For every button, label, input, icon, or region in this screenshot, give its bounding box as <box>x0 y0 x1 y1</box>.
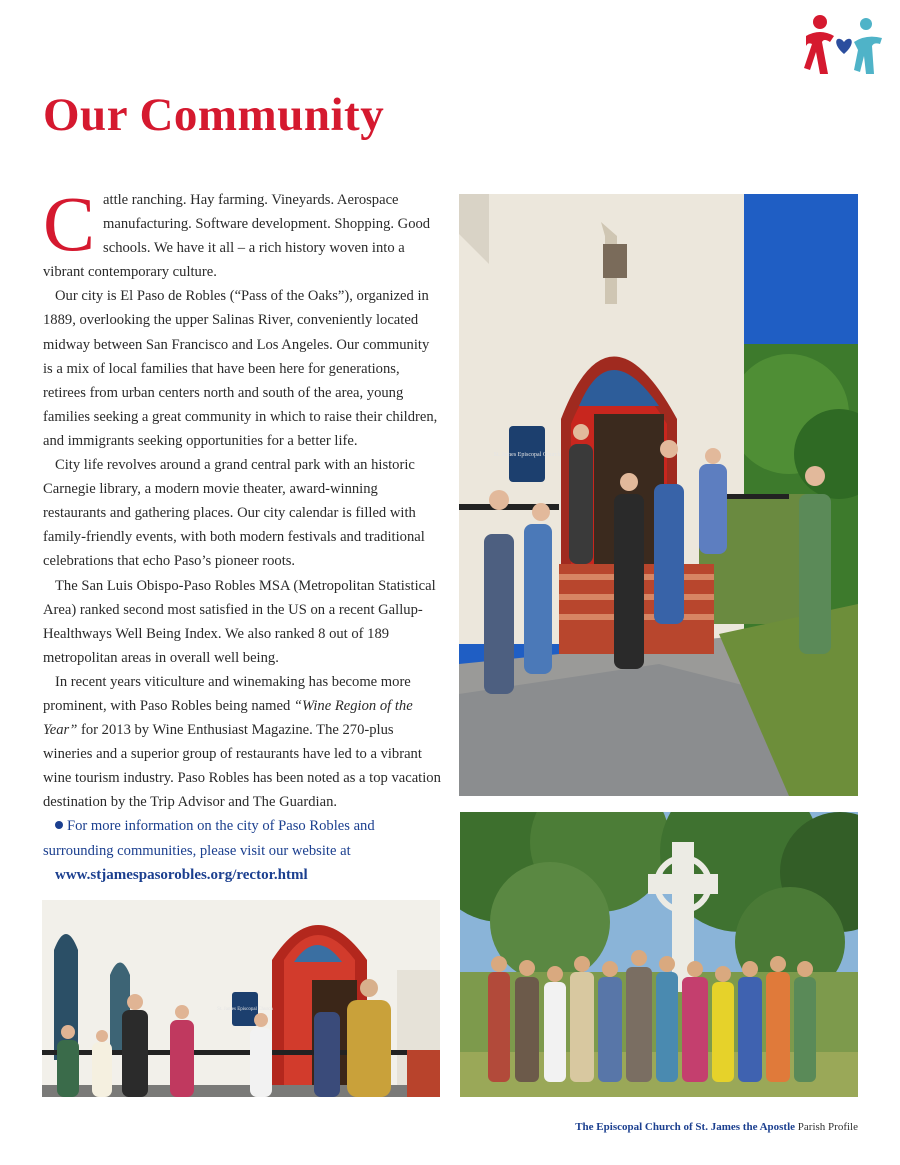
group-cross-photo <box>460 812 858 1097</box>
procession-sign-text: St. James Episcopal Church <box>217 1007 273 1012</box>
church-sign-text: St. James Episcopal Church <box>493 452 561 458</box>
article-body <box>43 180 441 887</box>
paragraph-city: Our city is El Paso de Robles (“Pass of the Oaks”), organized in 1889, overlooking the upper Salinas River, conveniently located midway between San Francisco and Los Angeles. Our community is a mix of local families that have been here for generations, retirees from urban centers north and south of the area, young families seeking a great community in which to raise their children, and immigrants seeking opportunities for a better life. <box>43 288 438 449</box>
bullet-icon <box>55 821 63 829</box>
page-footer <box>575 1121 858 1133</box>
website-link[interactable]: www.stjamespasorobles.org/rector.html <box>55 866 308 883</box>
more-info-note: For more information on the city of Paso Robles and surrounding communities, please visit our website at <box>43 818 375 859</box>
church-entrance-photo <box>459 194 858 796</box>
paragraph-city-life: City life revolves around a grand central park with an historic Carnegie library, a modern movie theater, award-winning restaurants and gathering places. Our city calendar is filled with family-friendly events, with both modern festivals and traditional celebrations that echo Paso’s pioneer roots. <box>43 457 425 570</box>
page-title: Our Community <box>43 89 385 141</box>
footer-church-name: The Episcopal Church of St. James the Apostle <box>575 1121 796 1133</box>
church-people-heart-logo <box>800 12 890 82</box>
intro-paragraph: Cattle ranching. Hay farming. Vineyards. Aerospace manufacturing. Software development. Shopping. Good schools. We have it all – a rich history woven into a vibrant contemporary culture. <box>43 180 431 281</box>
paragraph-wine: In recent years viticulture and winemaking has become more prominent, with Paso Robles being named “Wine Region of the Year” for 2013 by Wine Enthusiast Magazine. The 270-plus wineries and a superior group of restaurants have led to a vibrant wine tourism industry. Paso Robles has been noted as a top vacation destination by the Trip Advisor and The Guardian. <box>43 673 441 811</box>
wine-region-award: “Wine Region of the Year” <box>43 697 413 739</box>
drop-cap: C <box>43 180 96 267</box>
footer-doc-label: Parish Profile <box>797 1121 858 1133</box>
procession-photo <box>42 900 440 1097</box>
paragraph-msa: The San Luis Obispo-Paso Robles MSA (Metropolitan Statistical Area) ranked second most satisfied in the US on a recent Gallup-Healthways Well Being Index. We also ranked 8 out of 189 metropolitan areas in overall well being. <box>43 577 436 666</box>
